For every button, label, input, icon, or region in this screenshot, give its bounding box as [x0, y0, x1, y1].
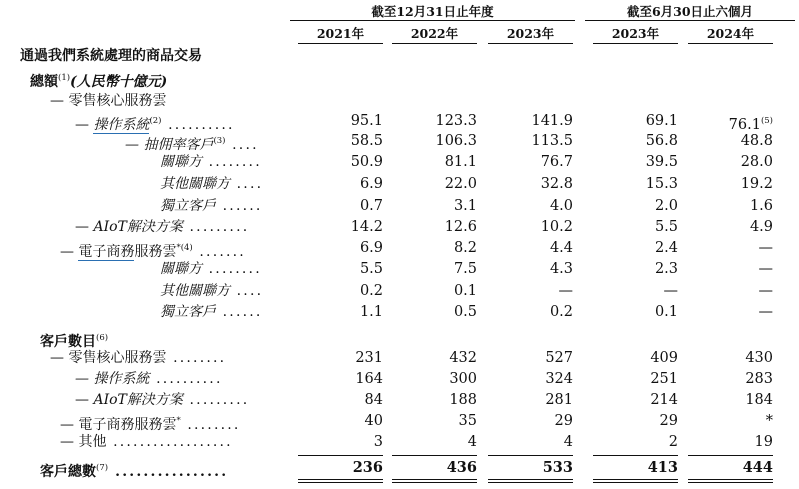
- table-cell: [447, 458, 477, 478]
- leader-dots: ..................: [106, 434, 233, 450]
- cell-value: 251: [650, 371, 678, 387]
- table-cell: [360, 281, 383, 301]
- row-label: [160, 302, 263, 322]
- table-row: [0, 458, 799, 478]
- table-cell: [741, 174, 773, 194]
- year-rule-2023: [488, 43, 573, 44]
- table-row: [0, 259, 799, 279]
- row-label-suffix: AIoT解決方案: [93, 219, 183, 235]
- row-label: [160, 152, 262, 172]
- table-cell: [351, 152, 383, 172]
- table-cell: [454, 196, 477, 216]
- table-cell: [445, 152, 477, 172]
- table-cell: [365, 411, 383, 431]
- table-cell: [360, 196, 383, 216]
- table-cell: [365, 390, 383, 410]
- table-cell: [655, 196, 678, 216]
- table-cell: [550, 196, 573, 216]
- table-cell: [743, 458, 773, 478]
- table-cell: [555, 411, 573, 431]
- table-cell: [360, 302, 383, 322]
- cell-value: 436: [446, 459, 477, 476]
- table-cell: [650, 390, 678, 410]
- table-cell: [648, 458, 678, 478]
- table-cell: [449, 348, 477, 368]
- cell-value: 432: [449, 350, 477, 366]
- cell-value: 1.6: [749, 198, 773, 214]
- table-row: [0, 174, 799, 194]
- cell-value: 39.5: [645, 154, 678, 170]
- cell-value: 527: [545, 350, 573, 366]
- table-cell: [759, 238, 774, 258]
- cell-value: 444: [742, 459, 773, 476]
- cell-value: 2.4: [654, 240, 678, 256]
- cell-value: 1.1: [359, 304, 383, 320]
- cell-value: 6.9: [359, 240, 383, 256]
- cell-value: 29: [554, 413, 573, 429]
- cell-value: 0.7: [359, 198, 383, 214]
- table-cell: [435, 111, 477, 131]
- header-rule-half: [585, 20, 795, 21]
- table-cell: [531, 111, 573, 131]
- cell-value: 184: [745, 392, 773, 408]
- table-cell: [741, 131, 773, 151]
- cell-value: 300: [449, 371, 477, 387]
- cell-value: 76.1: [728, 117, 761, 133]
- row-label-text: 獨立客戶: [160, 304, 216, 320]
- table-cell: [355, 369, 383, 389]
- cell-value: 2.0: [654, 198, 678, 214]
- row-label-suffix: AIoT解決方案: [93, 392, 183, 408]
- table-cell: [669, 432, 678, 452]
- row-label-text: 其他關聯方: [160, 176, 230, 192]
- year-rule-2023-half: [593, 43, 678, 44]
- table-cell: [750, 196, 773, 216]
- cell-value: *: [765, 413, 773, 429]
- footnote-marker: (1): [58, 73, 71, 83]
- cell-value: 2: [668, 434, 678, 450]
- row-label-text: — 零售核心服務雲: [50, 93, 167, 109]
- cell-value: 40: [364, 413, 383, 429]
- row-label: [20, 46, 202, 66]
- row-label-text: 客戶總數: [40, 464, 96, 480]
- cell-value: 283: [745, 371, 773, 387]
- leader-dots: ..........: [161, 117, 235, 133]
- footnote-marker: (3): [213, 136, 226, 146]
- cell-value: 76.7: [540, 154, 573, 170]
- year-2024-half: 2024年: [706, 26, 755, 41]
- leader-dots: .......: [192, 244, 246, 260]
- table-row: [0, 328, 799, 348]
- leader-dots: .........: [182, 219, 250, 235]
- table-cell: [650, 369, 678, 389]
- table-cell: [759, 281, 774, 301]
- cell-value: 4.3: [549, 261, 573, 277]
- row-label-text: — 其他: [60, 434, 107, 450]
- cell-value: 95.1: [350, 113, 383, 129]
- header-rule-annual: [290, 20, 575, 21]
- row-label-suffix: (人民幣十億元): [70, 74, 168, 90]
- year-rule-2021: [298, 43, 383, 44]
- table-cell: [655, 302, 678, 322]
- cell-value: 236: [352, 459, 383, 476]
- table-cell: [766, 411, 773, 431]
- cell-value: 4.4: [549, 240, 573, 256]
- table-cell: [759, 259, 774, 279]
- cell-value: 123.3: [435, 113, 477, 129]
- year-2022: 2022年: [410, 26, 459, 41]
- table-cell: [564, 432, 573, 452]
- table-row: [0, 348, 799, 368]
- table-cell: [759, 302, 774, 322]
- header-group-annual: 截至12月31日止年度: [371, 4, 494, 19]
- cell-value: 188: [449, 392, 477, 408]
- table-cell: [550, 302, 573, 322]
- table-row: [0, 111, 799, 131]
- table-cell: [646, 131, 678, 151]
- row-label-text: 客戶數目: [40, 334, 96, 350]
- cell-value: 0.5: [453, 304, 477, 320]
- table-row: [0, 68, 799, 88]
- table-cell: [664, 281, 679, 301]
- row-label: [40, 458, 228, 482]
- cell-value: 8.2: [453, 240, 477, 256]
- table-cell: [543, 458, 573, 478]
- leader-dots: .........: [182, 392, 250, 408]
- cell-value: 3.1: [453, 198, 477, 214]
- table-row: [0, 390, 799, 410]
- row-label: [160, 259, 262, 279]
- table-row: [0, 238, 799, 258]
- cell-value: —: [758, 304, 773, 320]
- leader-dots: ......: [216, 304, 263, 320]
- cell-value: 430: [745, 350, 773, 366]
- leader-dots: ....: [225, 137, 259, 153]
- cell-value: 0.1: [654, 304, 678, 320]
- table-cell: [545, 369, 573, 389]
- row-label: [160, 174, 263, 194]
- cell-value: 84: [364, 392, 383, 408]
- table-cell: [445, 174, 477, 194]
- cell-value: 81.1: [444, 154, 477, 170]
- cell-value: 56.8: [645, 133, 678, 149]
- footnote-marker: (2): [149, 116, 162, 126]
- row-label: [30, 68, 167, 92]
- table-row: [0, 131, 799, 151]
- cell-value: 4: [563, 434, 573, 450]
- header-group-half: 截至6月30日止六個月: [626, 4, 754, 19]
- cell-value: 214: [650, 392, 678, 408]
- table-cell: [741, 152, 773, 172]
- table-cell: [435, 131, 477, 151]
- cell-value: —: [663, 283, 678, 299]
- table-cell: [360, 259, 383, 279]
- row-label-text: — 抽佣率客戶: [125, 137, 214, 153]
- table-cell: [550, 259, 573, 279]
- table-cell: [755, 432, 773, 452]
- table-row: [0, 217, 799, 237]
- cell-value: 5.5: [654, 219, 678, 235]
- cell-value: 19.2: [740, 176, 773, 192]
- cell-value: —: [758, 261, 773, 277]
- cell-value: 164: [355, 371, 383, 387]
- cell-value: 15.3: [645, 176, 678, 192]
- leader-dots: ........: [166, 350, 227, 366]
- row-label-text: — 電子商務服務雲: [60, 417, 177, 433]
- row-label: [75, 369, 223, 389]
- cell-value: 14.2: [350, 219, 383, 235]
- table-row: [0, 196, 799, 216]
- row-label-text: —: [60, 244, 79, 260]
- cell-value: 12.6: [444, 219, 477, 235]
- table-cell: [655, 259, 678, 279]
- cell-value: 50.9: [350, 154, 383, 170]
- cell-value: 4.0: [549, 198, 573, 214]
- cell-value: 6.9: [359, 176, 383, 192]
- table-cell: [454, 302, 477, 322]
- row-label: [160, 281, 263, 301]
- table-cell: [353, 458, 383, 478]
- table-cell: [541, 217, 573, 237]
- cell-value: 19: [754, 434, 773, 450]
- cell-value: 10.2: [540, 219, 573, 235]
- table-cell: [374, 432, 383, 452]
- table-cell: [745, 390, 773, 410]
- table-cell: [454, 281, 477, 301]
- cell-value: —: [758, 283, 773, 299]
- row-label-text: 其他關聯方: [160, 283, 230, 299]
- year-rule-2022: [392, 43, 477, 44]
- cell-value: 413: [647, 459, 678, 476]
- cell-value: 7.5: [453, 261, 477, 277]
- table-row: [0, 432, 799, 452]
- table-cell: [660, 411, 678, 431]
- cell-value: 324: [545, 371, 573, 387]
- table-cell: [445, 217, 477, 237]
- cell-value: 32.8: [540, 176, 573, 192]
- row-label: [60, 432, 233, 452]
- row-label-text: —: [75, 117, 94, 133]
- table-cell: [360, 238, 383, 258]
- leader-dots: ................: [108, 464, 229, 480]
- table-cell: [650, 348, 678, 368]
- cell-value: 281: [545, 392, 573, 408]
- cell-value: 4.9: [749, 219, 773, 235]
- table-row: [0, 369, 799, 389]
- cell-value: —: [558, 283, 573, 299]
- cell-value: 58.5: [350, 133, 383, 149]
- table-cell: [646, 174, 678, 194]
- table-cell: [655, 238, 678, 258]
- table-cell: [541, 152, 573, 172]
- row-label-text: 關聯方: [160, 261, 202, 277]
- cell-value: 141.9: [531, 113, 573, 129]
- table-cell: [559, 281, 574, 301]
- table-cell: [351, 131, 383, 151]
- row-label: [160, 196, 263, 216]
- cell-value: 0.1: [453, 283, 477, 299]
- table-cell: [541, 174, 573, 194]
- row-label-text: 總額: [30, 74, 58, 90]
- row-label-text: 關聯方: [160, 154, 202, 170]
- cell-value: 4: [467, 434, 477, 450]
- table-cell: [468, 432, 477, 452]
- cell-value: —: [758, 240, 773, 256]
- table-cell: [545, 390, 573, 410]
- year-2023: 2023年: [506, 26, 555, 41]
- cell-value: 113.5: [531, 133, 573, 149]
- table-cell: [745, 348, 773, 368]
- leader-dots: ......: [216, 198, 263, 214]
- row-label-text: — 操作系統: [75, 371, 150, 387]
- table-cell: [454, 238, 477, 258]
- footnote-marker: (7): [96, 463, 109, 473]
- cell-value: 409: [650, 350, 678, 366]
- table-row: [0, 46, 799, 66]
- row-label-text: — 零售核心服務雲: [50, 350, 167, 366]
- leader-dots: ....: [230, 176, 264, 192]
- table-cell: [646, 111, 678, 131]
- table-cell: [459, 411, 477, 431]
- leader-dots: ..........: [149, 371, 223, 387]
- table-cell: [655, 217, 678, 237]
- row-label-text: 通過我們系統處理的商品交易: [20, 48, 202, 64]
- table-cell: [351, 111, 383, 131]
- cell-value: 3: [373, 434, 383, 450]
- table-cell: [355, 348, 383, 368]
- table-row: [0, 91, 799, 111]
- leader-dots: ....: [230, 283, 264, 299]
- cell-value: 533: [542, 459, 573, 476]
- table-cell: [531, 131, 573, 151]
- cell-value: 69.1: [645, 113, 678, 129]
- table-row: [0, 152, 799, 172]
- row-label-text: —: [75, 219, 94, 235]
- table-row: [0, 281, 799, 301]
- row-label: [50, 91, 166, 111]
- row-label: [75, 390, 249, 410]
- table-cell: [351, 217, 383, 237]
- footnote-marker: (6): [96, 333, 109, 343]
- table-cell: [449, 390, 477, 410]
- table-cell: [449, 369, 477, 389]
- cell-value: 28.0: [740, 154, 773, 170]
- table-cell: [360, 174, 383, 194]
- cell-value: 5.5: [359, 261, 383, 277]
- cell-value: 0.2: [359, 283, 383, 299]
- row-label: [50, 348, 226, 368]
- leader-dots: ........: [180, 417, 241, 433]
- leader-dots: ........: [202, 261, 262, 277]
- cell-value: 35: [458, 413, 477, 429]
- row-label-link: 操作系統: [93, 117, 150, 133]
- row-label: [75, 217, 249, 237]
- table-cell: [545, 348, 573, 368]
- year-2023-half: 2023年: [611, 26, 660, 41]
- table-row: [0, 411, 799, 431]
- year-2021: 2021年: [316, 26, 365, 41]
- footnote-marker: *(4): [176, 243, 193, 253]
- table-cell: [646, 152, 678, 172]
- row-label-suffix: 服務雲: [134, 244, 177, 260]
- table-row: [0, 302, 799, 322]
- cell-value: 106.3: [435, 133, 477, 149]
- footnote-marker: (5): [760, 116, 773, 126]
- table-cell: [454, 259, 477, 279]
- row-label-text: —: [75, 392, 94, 408]
- cell-value: 2.3: [654, 261, 678, 277]
- cell-value: 22.0: [444, 176, 477, 192]
- cell-value: 231: [355, 350, 383, 366]
- cell-value: 48.8: [740, 133, 773, 149]
- leader-dots: ........: [202, 154, 262, 170]
- row-label-link: 電子商務: [78, 244, 135, 260]
- footnote-marker: *: [176, 416, 181, 426]
- cell-value: 29: [659, 413, 678, 429]
- cell-value: 0.2: [549, 304, 573, 320]
- row-label-text: 獨立客戶: [160, 198, 216, 214]
- table-cell: [745, 369, 773, 389]
- table-cell: [550, 238, 573, 258]
- year-rule-2024-half: [688, 43, 773, 44]
- table-cell: [750, 217, 773, 237]
